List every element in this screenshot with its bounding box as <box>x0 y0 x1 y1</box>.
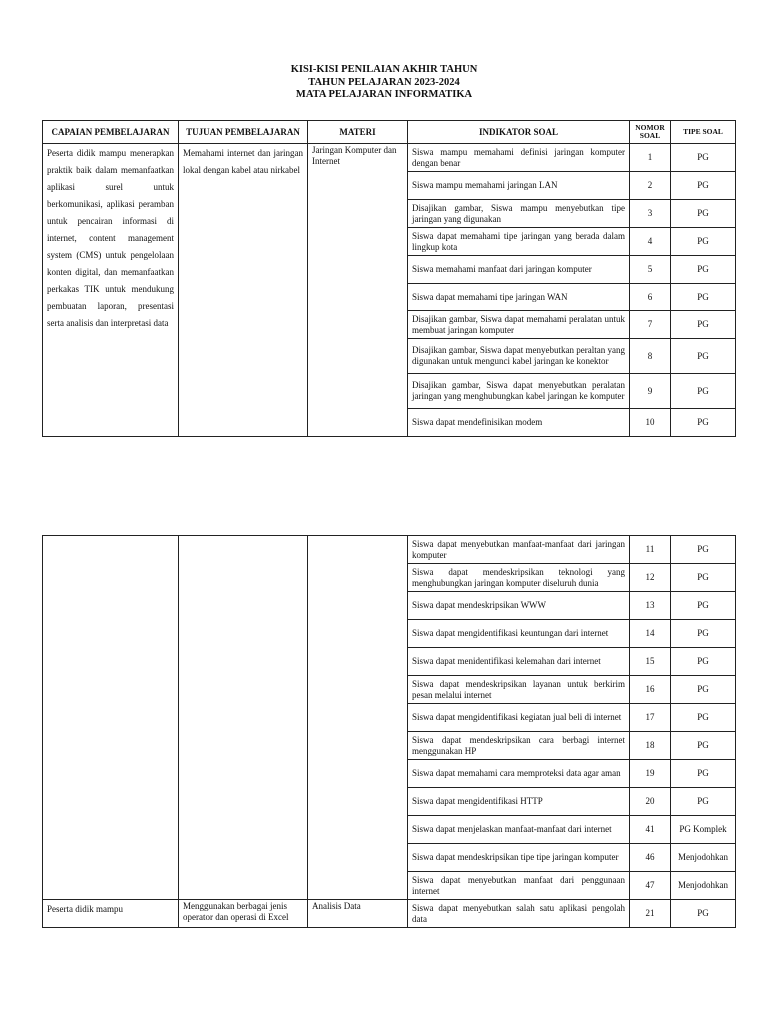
materi-cell-empty <box>308 536 408 900</box>
nomor-cell: 12 <box>630 564 671 592</box>
materi-cell: Analisis Data <box>308 900 408 928</box>
nomor-cell: 1 <box>630 144 671 172</box>
tipe-cell: PG <box>671 311 736 339</box>
nomor-cell: 11 <box>630 536 671 564</box>
tipe-cell: PG <box>671 704 736 732</box>
capaian-cell: Peserta didik mampu <box>43 900 179 928</box>
indikator-cell: Siswa dapat memahami tipe jaringan yang berada dalam lingkup kota <box>408 228 630 256</box>
indikator-cell: Siswa dapat menyebutkan salah satu aplikasi pengolah data <box>408 900 630 928</box>
table-1-body <box>43 144 736 437</box>
indikator-cell: Siswa dapat mendeskripsikan layanan untuk berkirim pesan melalui internet <box>408 676 630 704</box>
tipe-cell: Menjodohkan <box>671 872 736 900</box>
nomor-cell: 19 <box>630 760 671 788</box>
nomor-cell: 15 <box>630 648 671 676</box>
indikator-cell: Siswa dapat mendeskripsikan teknologi yang menghubungkan jaringan komputer diseluruh dunia <box>408 564 630 592</box>
indikator-cell: Siswa dapat menyebutkan manfaat dari penggunaan internet <box>408 872 630 900</box>
nomor-cell: 4 <box>630 228 671 256</box>
tipe-cell: PG <box>671 676 736 704</box>
nomor-cell: 5 <box>630 256 671 284</box>
indikator-cell: Siswa dapat menidentifikasi kelemahan dari internet <box>408 648 630 676</box>
nomor-cell: 18 <box>630 732 671 760</box>
tipe-cell: PG <box>671 374 736 409</box>
nomor-cell: 14 <box>630 620 671 648</box>
nomor-cell: 13 <box>630 592 671 620</box>
title-line-2: TAHUN PELAJARAN 2023-2024 <box>308 76 460 88</box>
table-row <box>43 144 736 172</box>
indikator-cell: Siswa dapat memahami cara memproteksi data agar aman <box>408 760 630 788</box>
indikator-cell: Siswa mampu memahami jaringan LAN <box>408 172 630 200</box>
indikator-cell: Siswa dapat mendeskripsikan cara berbagi internet menggunakan HP <box>408 732 630 760</box>
indikator-cell: Siswa dapat mendefinisikan modem <box>408 409 630 437</box>
tipe-cell: PG Komplek <box>671 816 736 844</box>
nomor-cell: 16 <box>630 676 671 704</box>
indikator-cell: Disajikan gambar, Siswa dapat menyebutkan peraltan yang digunakan untuk mengunci kabel jaringan ke konektor <box>408 339 630 374</box>
indikator-cell: Siswa dapat mendeskripsikan tipe tipe jaringan komputer <box>408 844 630 872</box>
nomor-cell: 2 <box>630 172 671 200</box>
indikator-cell: Disajikan gambar, Siswa dapat memahami peralatan untuk membuat jaringan komputer <box>408 311 630 339</box>
nomor-cell: 10 <box>630 409 671 437</box>
table-row <box>43 900 736 928</box>
nomor-cell: 9 <box>630 374 671 409</box>
table-row <box>43 536 736 564</box>
nomor-cell: 46 <box>630 844 671 872</box>
table-2-body <box>43 536 736 928</box>
tipe-cell: PG <box>671 900 736 928</box>
nomor-cell: 3 <box>630 200 671 228</box>
indikator-cell: Siswa dapat mendeskripsikan WWW <box>408 592 630 620</box>
nomor-cell: 47 <box>630 872 671 900</box>
kisi-kisi-table-page-2 <box>42 535 736 928</box>
indikator-cell: Siswa dapat menjelaskan manfaat-manfaat dari internet <box>408 816 630 844</box>
tipe-cell: PG <box>671 284 736 311</box>
materi-cell: Jaringan Komputer dan Internet <box>308 144 408 437</box>
header-tipe: TIPE SOAL <box>671 121 736 144</box>
header-materi: MATERI <box>308 121 408 144</box>
tipe-cell: PG <box>671 409 736 437</box>
indikator-cell: Siswa mampu memahami definisi jaringan komputer dengan benar <box>408 144 630 172</box>
document-title <box>0 64 768 102</box>
tipe-cell: PG <box>671 648 736 676</box>
tujuan-cell: Menggunakan berbagai jenis operator dan operasi di Excel <box>179 900 308 928</box>
tipe-cell: PG <box>671 200 736 228</box>
indikator-cell: Siswa dapat mengidentifikasi keuntungan dari internet <box>408 620 630 648</box>
tipe-cell: PG <box>671 144 736 172</box>
tipe-cell: PG <box>671 788 736 816</box>
tipe-cell: PG <box>671 732 736 760</box>
tipe-cell: PG <box>671 620 736 648</box>
header-tujuan: TUJUAN PEMBELAJARAN <box>179 121 308 144</box>
tipe-cell: PG <box>671 172 736 200</box>
tujuan-cell-empty <box>179 536 308 900</box>
indikator-cell: Siswa dapat mengidentifikasi HTTP <box>408 788 630 816</box>
tipe-cell: PG <box>671 256 736 284</box>
tipe-cell: PG <box>671 228 736 256</box>
capaian-cell-empty <box>43 536 179 900</box>
nomor-cell: 21 <box>630 900 671 928</box>
indikator-cell: Siswa dapat mengidentifikasi kegiatan jual beli di internet <box>408 704 630 732</box>
nomor-cell: 20 <box>630 788 671 816</box>
nomor-cell: 6 <box>630 284 671 311</box>
title-line-3: MATA PELAJARAN INFORMATIKA <box>295 89 473 100</box>
header-capaian: CAPAIAN PEMBELAJARAN <box>43 121 179 144</box>
tipe-cell: PG <box>671 760 736 788</box>
header-indikator: INDIKATOR SOAL <box>408 121 630 144</box>
title-line-1: KISI-KISI PENILAIAN AKHIR TAHUN <box>290 64 478 75</box>
kisi-kisi-table-page-1 <box>42 120 736 437</box>
tipe-cell: PG <box>671 339 736 374</box>
tujuan-cell: Memahami internet dan jaringan lokal dengan kabel atau nirkabel <box>179 144 308 437</box>
tipe-cell: PG <box>671 592 736 620</box>
capaian-cell: Peserta didik mampu menerapkan praktik baik dalam memanfaatkan aplikasi surel untuk berkomunikasi, aplikasi peramban untuk pencairan informasi di internet, content management system (CMS) untuk pengelolaan konten digital, dan memanfaatkan perkakas TIK untuk mendukung pembuatan laporan, presentasi serta analisis dan interpretasi data <box>43 144 179 437</box>
nomor-cell: 17 <box>630 704 671 732</box>
indikator-cell: Disajikan gambar, Siswa dapat menyebutkan peralatan jaringan yang menghubungkan kabel jaringan ke komputer <box>408 374 630 409</box>
tipe-cell: PG <box>671 564 736 592</box>
nomor-cell: 8 <box>630 339 671 374</box>
header-nomor: NOMOR SOAL <box>630 121 671 144</box>
indikator-cell: Siswa memahami manfaat dari jaringan komputer <box>408 256 630 284</box>
tipe-cell: Menjodohkan <box>671 844 736 872</box>
tipe-cell: PG <box>671 536 736 564</box>
indikator-cell: Siswa dapat memahami tipe jaringan WAN <box>408 284 630 311</box>
indikator-cell: Siswa dapat menyebutkan manfaat-manfaat dari jaringan komputer <box>408 536 630 564</box>
nomor-cell: 7 <box>630 311 671 339</box>
nomor-cell: 41 <box>630 816 671 844</box>
indikator-cell: Disajikan gambar, Siswa mampu menyebutkan tipe jaringan yang digunakan <box>408 200 630 228</box>
